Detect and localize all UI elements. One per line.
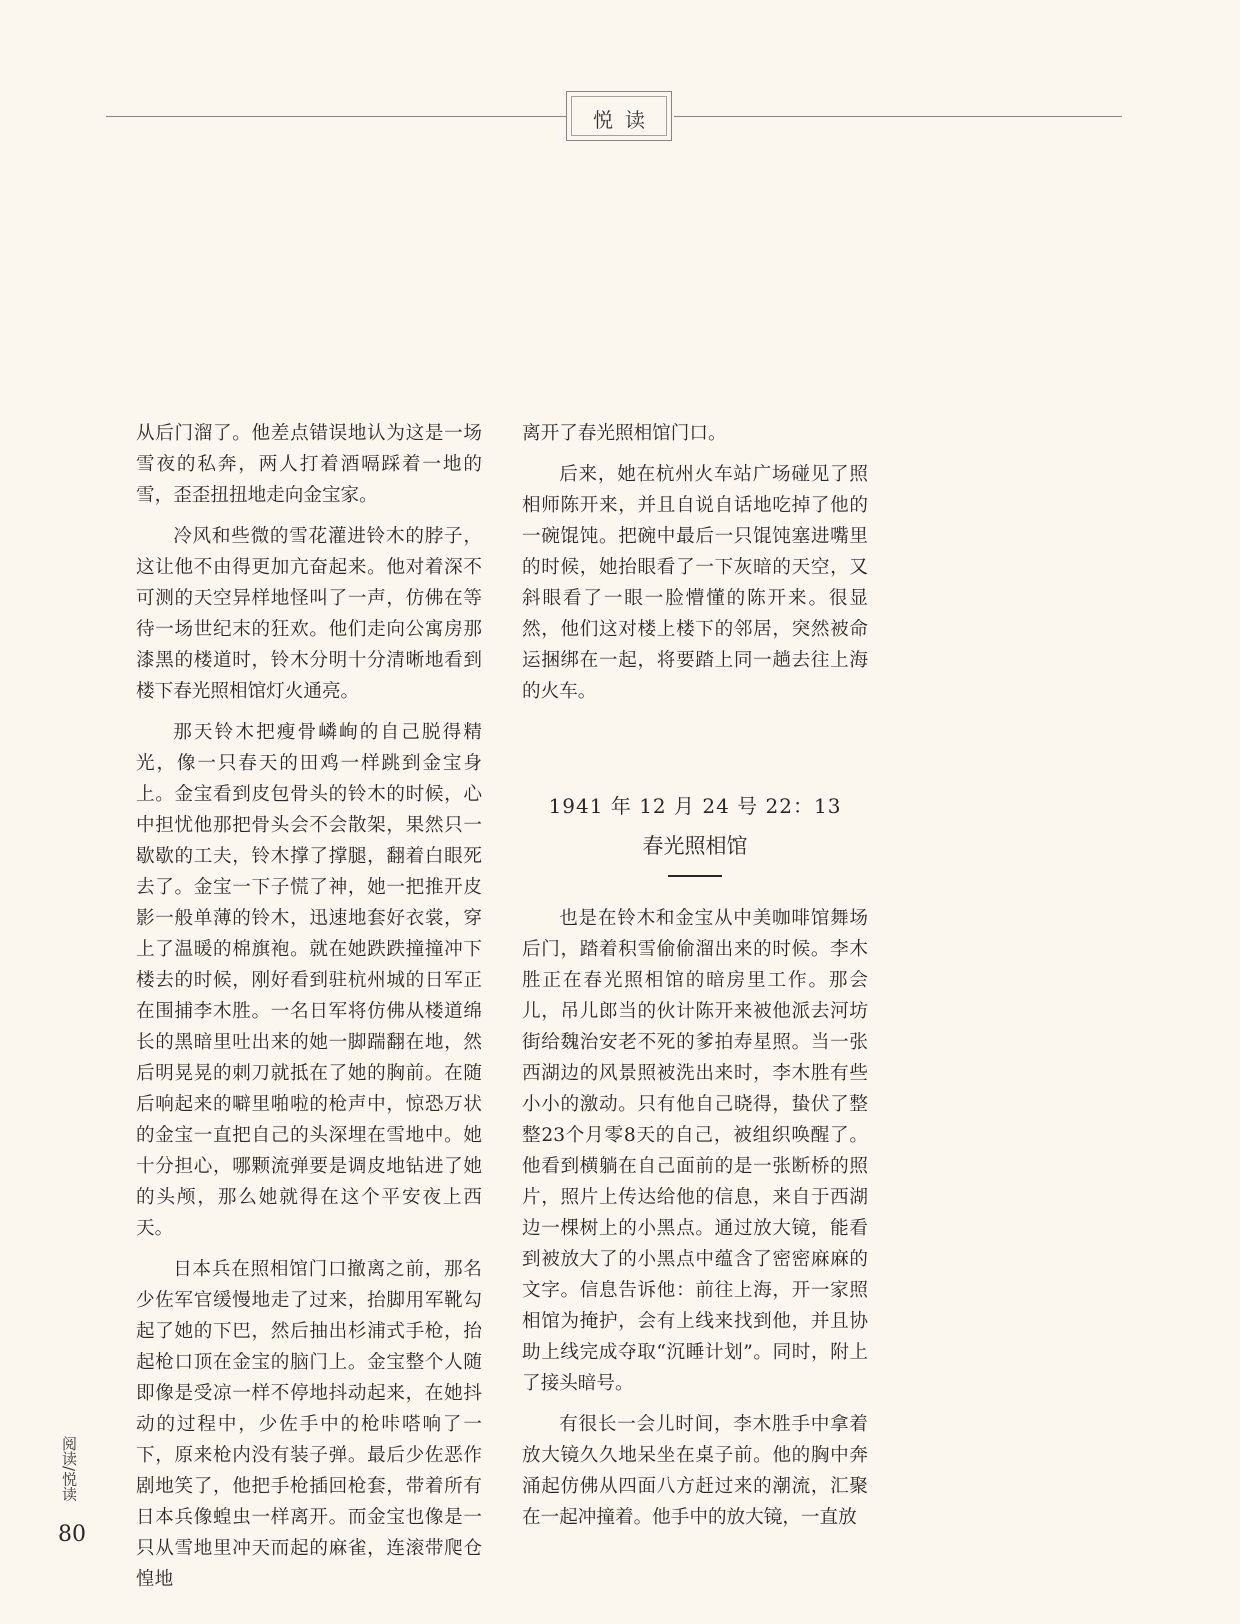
paragraph: 从后门溜了。他差点错误地认为这是一场雪夜的私奔，两人打着酒嗝踩着一地的雪，歪歪扭扭地走向金宝家。 — [136, 423, 482, 506]
header-rule-right — [674, 116, 1122, 117]
paragraph: 冷风和些微的雪花灌进铃木的脖子，这让他不由得更加亢奋起来。他对着深不可测的天空异样地怪叫了一声，仿佛在等待一场世纪末的狂欢。他们走向公寓房那漆黑的楼道时，铃木分明十分清晰地看到楼下春光照相馆灯火通亮。 — [136, 526, 482, 702]
chapter-heading — [522, 791, 868, 877]
header-rule-left — [106, 116, 566, 117]
heading-divider — [668, 875, 722, 877]
paragraph: 后来，她在杭州火车站广场碰见了照相师陈开来，并且自说自话地吃掉了他的一碗馄饨。把碗中最后一只馄饨塞进嘴里的时候，她抬眼看了一下灰暗的天空，又斜眼看了一眼一脸懵懂的陈开来。很显然，他们这对楼上楼下的邻居，突然被命运捆绑在一起，将要踏上同一趟去往上海的火车。 — [522, 464, 868, 702]
paragraph: 有很长一会儿时间，李木胜手中拿着放大镜久久地呆坐在桌子前。他的胸中奔涌起仿佛从四面八方赶过来的潮流，汇聚在一起冲撞着。他手中的放大镜，一直放 — [522, 1414, 868, 1528]
paragraph: 那天铃木把瘦骨嶙峋的自己脱得精光，像一只春天的田鸡一样跳到金宝身上。金宝看到皮包骨头的铃木的时候，心中担忧他那把骨头会不会散架，果然只一歇歇的工夫，铃木撑了撑腿，翻着白眼死去了。金宝一下子慌了神，她一把推开皮影一般单薄的铃木，迅速地套好衣裳，穿上了温暖的棉旗袍。就在她跌跌撞撞冲下楼去的时候，刚好看到驻杭州城的日军正在围捕李木胜。一名日军将仿佛从楼道绵长的黑暗里吐出来的她一脚踹翻在地，然后明晃晃的刺刀就抵在了她的胸前。在随后响起来的噼里啪啦的枪声中，惊恐万状的金宝一直把自己的头深埋在雪地中。她十分担心，哪颗流弹要是调皮地钻进了她的头颅，那么她就得在这个平安夜上西天。 — [136, 722, 482, 1239]
chapter-timestamp: 1941 年 12 月 24 号 22：13 — [548, 794, 842, 818]
paragraph: 日本兵在照相馆门口撤离之前，那名少佐军官缓慢地走了过来，抬脚用军靴勾起了她的下巴，然后抽出杉浦式手枪，抬起枪口顶在金宝的脑门上。金宝整个人随即像是受凉一样不停地抖动起来，在她抖动的过程中，少佐手中的枪咔嗒响了一下，原来枪内没有装子弹。最后少佐恶作剧地笑了，他把手枪插回枪套，带着所有日本兵像蝗虫一样离开。而金宝也像是一只从雪地里冲天而起的麻雀，连滚带爬仓惶地 — [136, 1259, 482, 1590]
section-tag-label: 悦读 — [593, 108, 657, 132]
paragraph: 离开了春光照相馆门口。 — [522, 423, 727, 444]
page-number: 80 — [58, 1522, 86, 1547]
left-column — [136, 418, 482, 1605]
right-column — [522, 418, 868, 1543]
magazine-name: 阅读/悦读 — [60, 1436, 78, 1502]
section-tag — [566, 91, 672, 141]
chapter-location: 春光照相馆 — [642, 834, 748, 858]
paragraph: 也是在铃木和金宝从中美咖啡馆舞场后门，踏着积雪偷偷溜出来的时候。李木胜正在春光照相馆的暗房里工作。那会儿，吊儿郎当的伙计陈开来被他派去河坊街给魏治安老不死的爹拍寿星照。当一张西湖边的风景照被洗出来时，李木胜有些小小的激动。只有他自己晓得，蛰伏了整整23个月零8天的自己，被组织唤醒了。他看到横躺在自己面前的是一张断桥的照片，照片上传达给他的信息，来自于西湖边一棵树上的小黑点。通过放大镜，能看到被放大了的小黑点中蕴含了密密麻麻的文字。信息告诉他：前往上海，开一家照相馆为掩护，会有上线来找到他，并且协助上线完成夺取“沉睡计划”。同时，附上了接头暗号。 — [522, 908, 868, 1394]
